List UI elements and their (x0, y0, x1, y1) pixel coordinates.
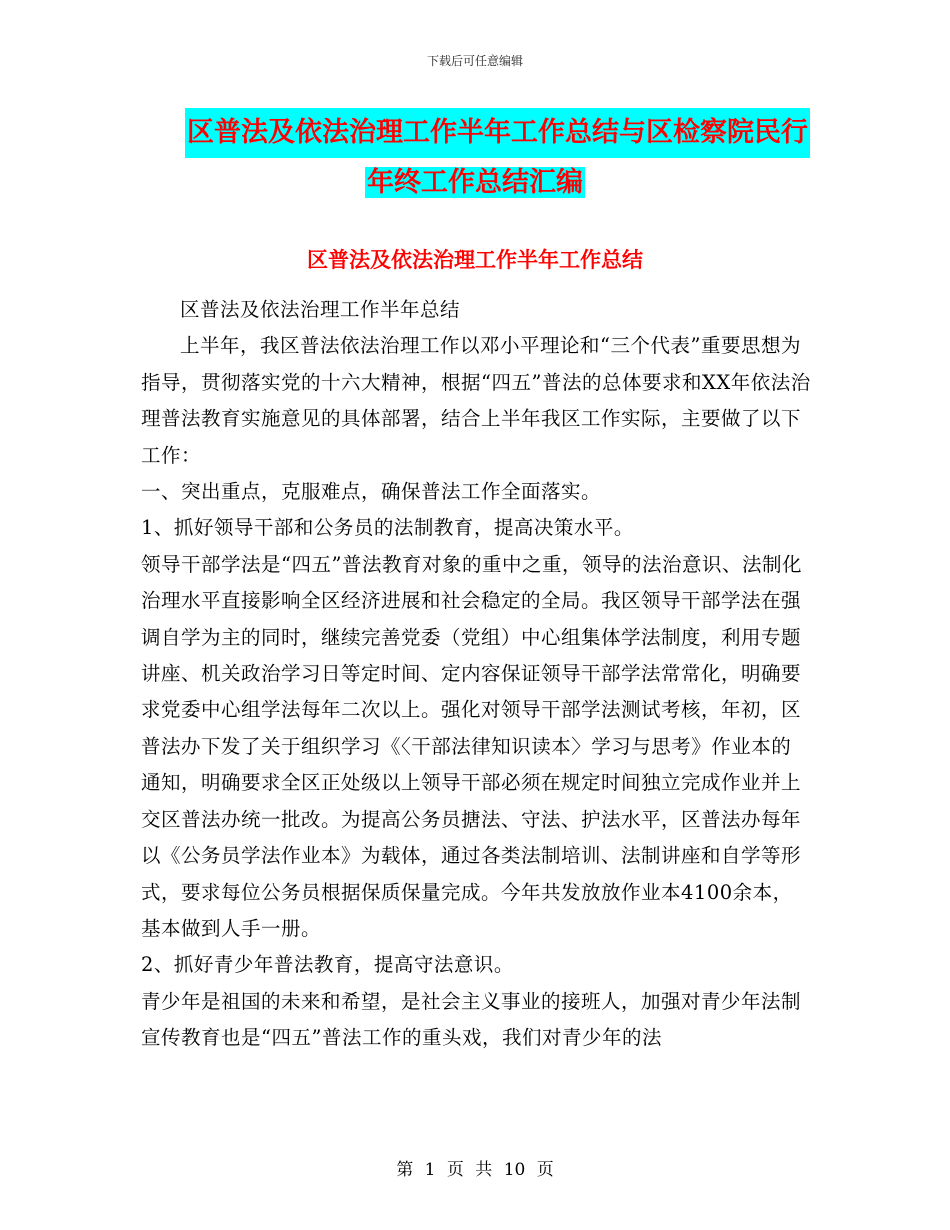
paragraph-youth: 青少年是祖国的未来和希望，是社会主义事业的接班人，加强对青少年法制宣传教育也是“四五”普法工作的重头戏，我们对青少年的法 (141, 989, 802, 1050)
document-title-line2: 年终工作总结汇编 (367, 167, 583, 198)
heading-one-two: 2、抓好青少年普法教育，提高守法意识。 (141, 953, 514, 977)
paragraph-leaders: 领导干部学法是“四五”普法教育对象的重中之重，领导的法治意识、法制化治理水平直接影响全区经济进展和社会稳定的全局。我区领导干部学法在强调自学为主的同时，继续完善党委（党组）中心组集体学法制度，利用专题讲座、机关政治学习日等定时间、定内容保证领导干部学法常常化，明确要求党委中心组学法每年二次以上。强化对领导干部学法测试考核，年初，区普法办下发了关于组织学习《〈干部法律知识读本〉学习与思考》作业本的通知，明确要求全区正处级以上领导干部必须在规定时间独立完成作业并上交区普法办统一批改。为提高公务员搪法、守法、护法水平，区普法办每年以《公务员学法作业本》为载体，通过各类法制培训、法制讲座和自学等形式，要求每位公务员根据保质保量完成。今年共发放放作业本4100余本，基本做到人手一册。 (141, 552, 802, 940)
document-title (0, 108, 950, 208)
paragraph-intro: 上半年，我区普法依法治理工作以邓小平理论和“三个代表”重要思想为指导，贯彻落实党的十六大精神，根据“四五”普法的总体要求和XX年依法治理普法教育实施意见的具体部署，结合上半年我区工作实际，主要做了以下工作： (141, 334, 811, 467)
header-note: 下载后可任意编辑 (426, 54, 523, 68)
body-text (141, 292, 811, 1057)
section-title: 区普法及依法治理工作半年工作总结 (307, 248, 643, 272)
heading-one: 一、突出重点，克服难点，确保普法工作全面落实。 (141, 480, 602, 504)
heading-one-one: 1、抓好领导干部和公务员的法制教育，提高决策水平。 (141, 516, 634, 540)
paragraph-subtitle: 区普法及依法治理工作半年总结 (180, 298, 461, 321)
document-title-line1: 区普法及依法治理工作半年工作总结与区检察院民行 (185, 108, 810, 158)
page-footer: 第 1 页 共 10 页 (396, 1160, 554, 1180)
